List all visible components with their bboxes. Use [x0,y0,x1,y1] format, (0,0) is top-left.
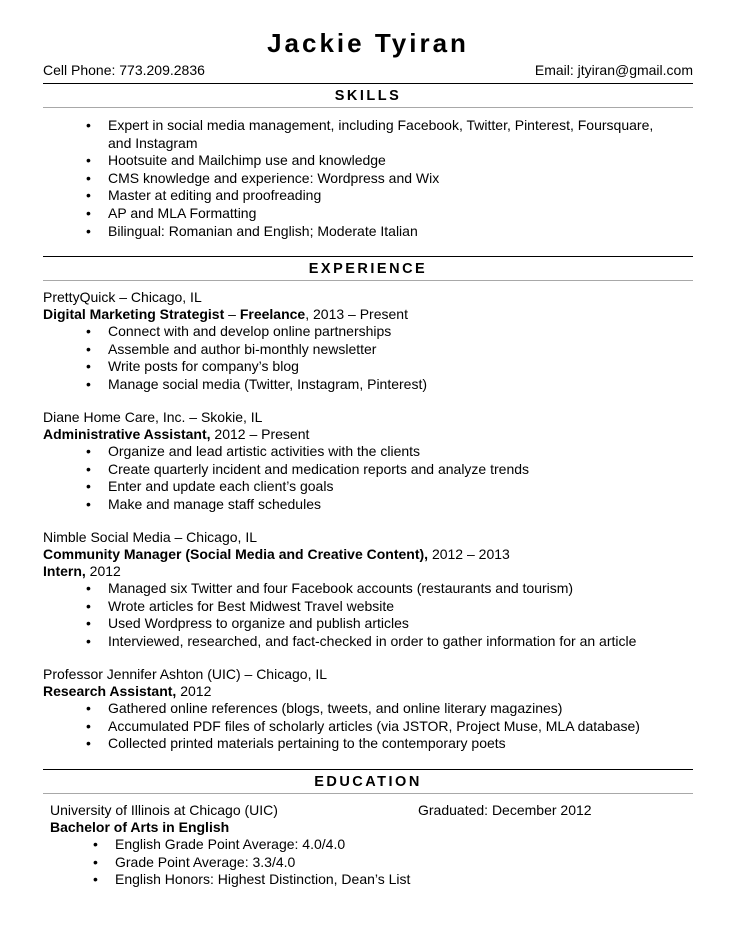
job-title-line [43,683,211,701]
job-org: Professor Jennifer Ashton (UIC) – Chicago, IL [43,666,328,682]
skills-item: • AP and MLA Formatting [86,205,676,223]
job-bullet: • Gathered online references (blogs, tweets, and online literary magazines) [86,700,640,718]
job-bullet: • Write posts for company’s blog [86,358,427,376]
job-title-line [43,546,510,564]
job-title: Community Manager (Social Media and Creative Content), [43,546,429,562]
job-bullet: • Make and manage staff schedules [86,496,529,514]
job-title-line [43,306,408,324]
job-bullet: • Used Wordpress to organize and publish articles [86,615,636,633]
job-bullets [86,580,636,650]
skills-list [86,117,676,240]
job-bullet: • Wrote articles for Best Midwest Travel website [86,598,636,616]
job-title-2: Intern, [43,563,86,579]
job-org: PrettyQuick – Chicago, IL [43,289,202,305]
job-bullet: • Organize and lead artistic activities with the clients [86,443,529,461]
education-bullets [93,836,410,889]
job-title: Digital Marketing Strategist [43,306,225,322]
experience-heading: EXPERIENCE [308,261,428,277]
education-graduated: Graduated: December 2012 [418,802,592,818]
job-bullet: • Assemble and author bi-monthly newsletter [86,341,427,359]
job-dates: 2012 – 2013 [428,546,510,562]
job-dates-2: 2012 [85,563,121,579]
skills-item: • Expert in social media management, including Facebook, Twitter, Pinterest, Foursquare, and Instagram [86,117,676,152]
skills-rule-top [43,83,693,84]
job-title: Research Assistant, [43,683,177,699]
education-bullet: • Grade Point Average: 3.3/4.0 [93,854,410,872]
job-bullets [86,323,427,393]
skills-item: • CMS knowledge and experience: Wordpress and Wix [86,170,676,188]
job-bullet: • Accumulated PDF files of scholarly articles (via JSTOR, Project Muse, MLA database) [86,718,640,736]
education-heading: EDUCATION [314,774,422,790]
job-bullet: • Connect with and develop online partnerships [86,323,427,341]
skills-rule-bottom [43,107,693,108]
skills-item: • Hootsuite and Mailchimp use and knowledge [86,152,676,170]
job-bullet: • Collected printed materials pertaining to the contemporary poets [86,735,640,753]
experience-rule-bottom [43,280,693,281]
email-address: Email: jtyiran@gmail.com [534,62,693,78]
job-bullet: • Managed six Twitter and four Facebook accounts (restaurants and tourism) [86,580,636,598]
skills-item: • Master at editing and proofreading [86,187,676,205]
resume-name: Jackie Tyiran [267,28,469,58]
job-bullets [86,443,529,513]
job-bullet: • Enter and update each client’s goals [86,478,529,496]
job-org: Diane Home Care, Inc. – Skokie, IL [43,409,263,425]
experience-rule-top [43,256,693,257]
job-title: Administrative Assistant, [43,426,211,442]
education-rule-bottom [43,793,693,794]
job-type: Freelance [239,306,306,322]
job-title-line [43,426,309,444]
education-degree: Bachelor of Arts in English [50,819,230,835]
education-school: University of Illinois at Chicago (UIC) [50,802,278,818]
job-dates: , 2013 – Present [305,306,408,322]
education-rule-top [43,769,693,770]
phone-number: Cell Phone: 773.209.2836 [43,62,205,78]
job-title-line-2 [43,563,121,581]
job-bullet: • Interviewed, researched, and fact-checked in order to gather information for an article [86,633,636,651]
skills-heading: SKILLS [334,88,402,104]
job-dates: 2012 – Present [210,426,310,442]
job-dates: 2012 [176,683,212,699]
job-bullet: • Manage social media (Twitter, Instagram, Pinterest) [86,376,427,394]
skills-item: • Bilingual: Romanian and English; Moderate Italian [86,223,676,241]
job-bullet: • Create quarterly incident and medication reports and analyze trends [86,461,529,479]
education-bullet: • English Honors: Highest Distinction, Dean’s List [93,871,410,889]
job-org: Nimble Social Media – Chicago, IL [43,529,257,545]
job-title-separator: – [224,306,240,322]
education-bullet: • English Grade Point Average: 4.0/4.0 [93,836,410,854]
job-bullets [86,700,640,753]
